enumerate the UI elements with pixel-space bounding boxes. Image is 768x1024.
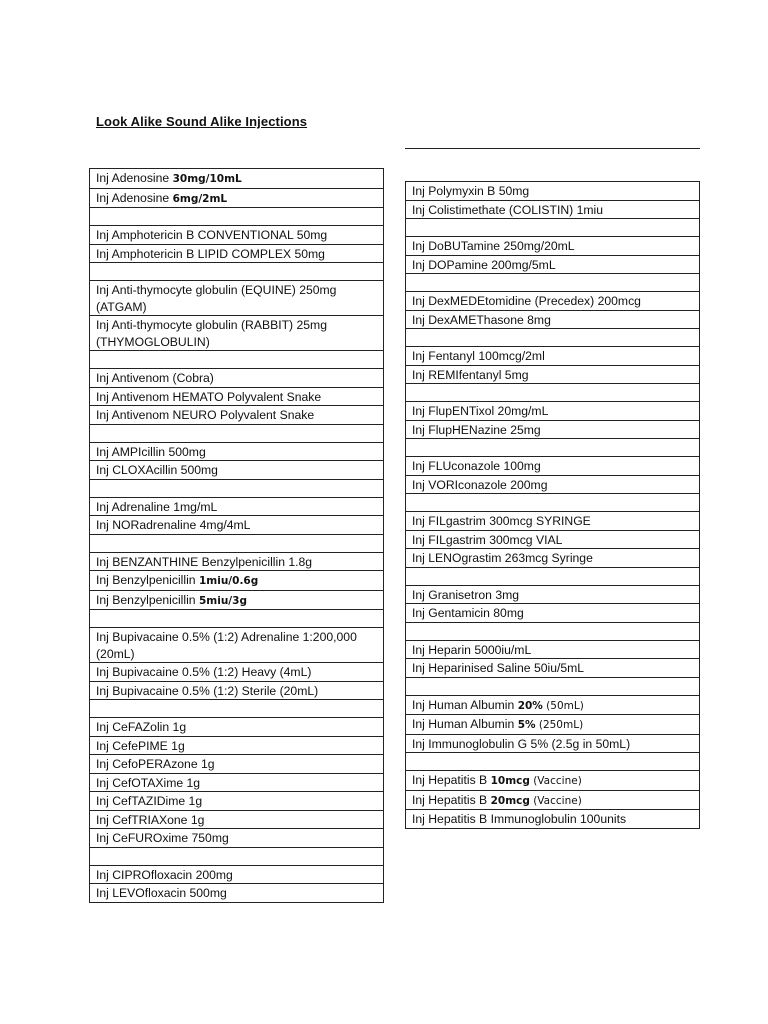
table-row <box>406 734 700 753</box>
table-row <box>406 604 700 623</box>
drug-name: Inj FILgastrim 300mcg SYRINGE <box>412 514 591 528</box>
table-row <box>90 681 384 700</box>
table-row <box>406 810 700 829</box>
table-cell <box>406 734 700 753</box>
table-cell <box>406 219 700 237</box>
table-cell <box>90 369 384 388</box>
page-title: Look Alike Sound Alike Injections <box>96 114 308 129</box>
table-cell <box>90 610 384 628</box>
table-row <box>406 310 700 329</box>
table-row <box>406 790 700 810</box>
table-cell <box>406 810 700 829</box>
drug-dose: 5miu/3g <box>198 594 247 607</box>
table-row <box>406 292 700 311</box>
table-cell <box>90 534 384 552</box>
drug-dose: 6mg/2mL <box>172 192 228 205</box>
table-row <box>90 847 384 865</box>
table-cell <box>406 494 700 512</box>
table-cell <box>406 640 700 659</box>
table-row <box>90 226 384 245</box>
table-cell <box>406 677 700 695</box>
drug-name: Inj REMIfentanyl 5mg <box>412 367 529 382</box>
drug-name: Inj Granisetron 3mg <box>412 587 520 602</box>
drug-dose: 30mg/10mL <box>172 173 242 185</box>
table-cell <box>90 497 384 516</box>
table-row <box>90 884 384 903</box>
drug-name: Inj Bupivacaine 0.5% (1:2) Adrenaline 1:200,000 (20mL) <box>96 630 357 661</box>
table-row <box>90 497 384 516</box>
table-row <box>406 677 700 695</box>
drug-name: Inj NORadrenaline 4mg/4mL <box>96 518 251 532</box>
drug-name: Inj Human Albumin <box>412 717 518 731</box>
table-row <box>90 773 384 792</box>
drug-name: Inj DoBUTamine 250mg/20mL <box>412 239 575 253</box>
table-cell <box>406 439 700 457</box>
table-row <box>406 237 700 256</box>
table-row <box>406 695 700 715</box>
table-cell <box>90 663 384 682</box>
table-row <box>90 663 384 682</box>
table-row <box>90 571 384 591</box>
table-cell <box>406 715 700 735</box>
table-row <box>406 219 700 237</box>
table-cell <box>406 292 700 311</box>
table-row <box>406 347 700 366</box>
drug-dose-note: (50mL) <box>542 699 584 712</box>
table-cell <box>90 387 384 406</box>
drug-name: Inj VORIconazole 200mg <box>412 477 548 492</box>
table-row <box>406 494 700 512</box>
drug-name: Inj Antivenom HEMATO Polyvalent Snake <box>96 389 322 404</box>
table-row <box>406 402 700 421</box>
table-cell <box>406 365 700 384</box>
table-cell <box>406 420 700 439</box>
drug-name: Inj Polymyxin B 50mg <box>412 184 530 198</box>
table-cell <box>406 329 700 347</box>
drug-dose-note: (250mL) <box>535 719 584 731</box>
table-cell <box>90 208 384 226</box>
left-drug-table <box>89 168 384 903</box>
table-row <box>90 263 384 281</box>
table-row <box>90 736 384 755</box>
table-cell <box>406 310 700 329</box>
table-cell <box>90 590 384 610</box>
drug-name: Inj Hepatitis B <box>412 792 491 807</box>
table-cell <box>406 753 700 771</box>
drug-name: Inj FILgastrim 300mcg VIAL <box>412 532 563 547</box>
table-cell <box>406 274 700 292</box>
drug-dose: 10mcg <box>490 775 530 787</box>
drug-name: Inj Antivenom (Cobra) <box>96 371 214 385</box>
drug-name: Inj Adenosine <box>96 171 173 185</box>
table-cell <box>90 718 384 737</box>
drug-dose: 20% <box>517 699 543 712</box>
table-row <box>90 387 384 406</box>
table-cell <box>90 188 384 208</box>
drug-name: Inj Heparinised Saline 50iu/5mL <box>412 661 585 675</box>
table-row <box>406 567 700 585</box>
table-cell <box>90 244 384 263</box>
table-row <box>406 329 700 347</box>
table-row <box>406 549 700 568</box>
table-cell <box>406 237 700 256</box>
table-cell <box>406 200 700 219</box>
table-row <box>406 530 700 549</box>
table-cell <box>90 226 384 245</box>
drug-name: Inj CeFUROxime 750mg <box>96 831 229 845</box>
drug-name: Inj Bupivacaine 0.5% (1:2) Heavy (4mL) <box>96 665 312 679</box>
table-cell <box>406 512 700 531</box>
table-cell <box>90 442 384 461</box>
table-row <box>406 715 700 735</box>
drug-dose-note: (Vaccine) <box>529 794 582 807</box>
table-cell <box>90 516 384 535</box>
drug-name: Inj CefePIME 1g <box>96 738 185 753</box>
drug-name: Inj FlupHENazine 25mg <box>412 422 541 437</box>
table-row <box>90 755 384 774</box>
table-cell <box>406 622 700 640</box>
table-cell <box>90 479 384 497</box>
table-cell <box>90 865 384 884</box>
drug-name: Inj LEVOfloxacin 500mg <box>96 886 227 900</box>
table-row <box>90 718 384 737</box>
drug-name: Inj Adenosine <box>96 190 173 205</box>
table-cell <box>90 681 384 700</box>
table-row <box>90 810 384 829</box>
table-cell <box>406 604 700 623</box>
table-cell <box>406 384 700 402</box>
table-cell <box>90 755 384 774</box>
table-cell <box>406 530 700 549</box>
table-row <box>90 829 384 848</box>
drug-name: Inj CefTRIAXone 1g <box>96 812 205 827</box>
drug-name: Inj Anti-thymocyte globulin (EQUINE) 250mg (ATGAM) <box>96 283 337 314</box>
right-drug-table <box>405 181 700 829</box>
table-cell <box>90 316 384 351</box>
table-row <box>406 475 700 494</box>
table-row <box>90 516 384 535</box>
table-cell <box>406 659 700 678</box>
table-row <box>406 365 700 384</box>
drug-name: Inj CefTAZIDime 1g <box>96 794 203 808</box>
table-cell <box>406 475 700 494</box>
drug-dose: 5% <box>517 719 536 731</box>
table-cell <box>90 571 384 591</box>
drug-name: Inj Heparin 5000iu/mL <box>412 642 532 657</box>
table-cell <box>406 771 700 791</box>
table-row <box>90 281 384 316</box>
drug-name: Inj Adrenaline 1mg/mL <box>96 499 218 514</box>
table-cell <box>90 461 384 480</box>
drug-name: Inj DOPamine 200mg/5mL <box>412 257 556 272</box>
table-row <box>90 442 384 461</box>
table-row <box>90 461 384 480</box>
table-row <box>90 244 384 263</box>
table-cell <box>406 567 700 585</box>
table-row <box>406 457 700 476</box>
drug-name: Inj Fentanyl 100mcg/2ml <box>412 349 545 363</box>
table-row <box>406 753 700 771</box>
table-cell <box>406 255 700 274</box>
table-row <box>406 439 700 457</box>
header-rule <box>405 148 700 149</box>
drug-name: Inj Benzylpenicillin <box>96 592 199 607</box>
drug-name: Inj Amphotericin B LIPID COMPLEX 50mg <box>96 246 325 261</box>
drug-dose: 20mcg <box>490 794 530 807</box>
table-row <box>90 552 384 571</box>
table-row <box>406 255 700 274</box>
drug-name: Inj CIPROfloxacin 200mg <box>96 867 233 882</box>
table-row <box>90 610 384 628</box>
table-cell <box>90 169 384 189</box>
table-cell <box>406 182 700 201</box>
drug-name: Inj CefoPERAzone 1g <box>96 757 215 771</box>
drug-name: Inj Human Albumin <box>412 697 518 712</box>
drug-name: Inj Gentamicin 80mg <box>412 606 524 620</box>
table-cell <box>90 736 384 755</box>
table-cell <box>406 347 700 366</box>
table-cell <box>90 773 384 792</box>
table-row <box>406 771 700 791</box>
table-cell <box>90 847 384 865</box>
table-row <box>90 865 384 884</box>
table-row <box>90 628 384 663</box>
table-cell <box>90 552 384 571</box>
table-cell <box>90 792 384 811</box>
table-cell <box>406 457 700 476</box>
table-row <box>90 700 384 718</box>
table-row <box>90 590 384 610</box>
drug-name: Inj Immunoglobulin G 5% (2.5g in 50mL) <box>412 736 631 751</box>
drug-name: Inj Benzylpenicillin <box>96 573 199 587</box>
table-row <box>90 406 384 425</box>
drug-name: Inj Hepatitis B <box>412 773 491 787</box>
table-cell <box>90 263 384 281</box>
table-row <box>406 659 700 678</box>
drug-name: Inj Antivenom NEURO Polyvalent Snake <box>96 408 315 422</box>
table-cell <box>90 406 384 425</box>
table-cell <box>90 628 384 663</box>
drug-name: Inj DexAMEThasone 8mg <box>412 312 551 327</box>
table-row <box>90 792 384 811</box>
drug-name: Inj Hepatitis B Immunoglobulin 100units <box>412 812 627 826</box>
drug-name: Inj Amphotericin B CONVENTIONAL 50mg <box>96 228 328 242</box>
drug-name: Inj Colistimethate (COLISTIN) 1miu <box>412 202 603 217</box>
drug-dose: 1miu/0.6g <box>198 575 259 587</box>
drug-name: Inj AMPIcillin 500mg <box>96 444 206 459</box>
table-cell <box>406 402 700 421</box>
table-cell <box>90 281 384 316</box>
drug-name: Inj CefOTAXime 1g <box>96 775 201 790</box>
drug-name: Inj Bupivacaine 0.5% (1:2) Sterile (20mL) <box>96 683 319 698</box>
drug-name: Inj LENOgrastim 263mcg Syringe <box>412 551 593 565</box>
table-row <box>406 585 700 604</box>
table-cell <box>406 585 700 604</box>
table-cell <box>406 549 700 568</box>
table-cell <box>90 700 384 718</box>
table-row <box>90 316 384 351</box>
drug-name: Inj CLOXAcillin 500mg <box>96 463 218 477</box>
table-cell <box>90 351 384 369</box>
table-cell <box>90 424 384 442</box>
drug-name: Inj DexMEDEtomidine (Precedex) 200mcg <box>412 294 641 308</box>
table-row <box>90 351 384 369</box>
drug-name: Inj BENZANTHINE Benzylpenicillin 1.8g <box>96 554 313 569</box>
table-row <box>406 640 700 659</box>
drug-name: Inj FLUconazole 100mg <box>412 459 541 473</box>
table-row <box>406 512 700 531</box>
table-row <box>90 424 384 442</box>
table-row <box>406 200 700 219</box>
table-row <box>406 622 700 640</box>
table-cell <box>90 829 384 848</box>
table-row <box>406 384 700 402</box>
drug-name: Inj FlupENTixol 20mg/mL <box>412 404 549 418</box>
drug-name: Inj CeFAZolin 1g <box>96 720 187 734</box>
table-row <box>90 534 384 552</box>
table-cell <box>406 695 700 715</box>
table-row <box>406 420 700 439</box>
table-row <box>406 182 700 201</box>
table-row <box>90 169 384 189</box>
table-cell <box>406 790 700 810</box>
table-cell <box>90 810 384 829</box>
table-row <box>90 479 384 497</box>
table-row <box>90 188 384 208</box>
table-cell <box>90 884 384 903</box>
table-row <box>406 274 700 292</box>
table-row <box>90 369 384 388</box>
table-row <box>90 208 384 226</box>
drug-dose-note: (Vaccine) <box>529 775 582 787</box>
drug-name: Inj Anti-thymocyte globulin (RABBIT) 25mg (THYMOGLOBULIN) <box>96 318 327 349</box>
